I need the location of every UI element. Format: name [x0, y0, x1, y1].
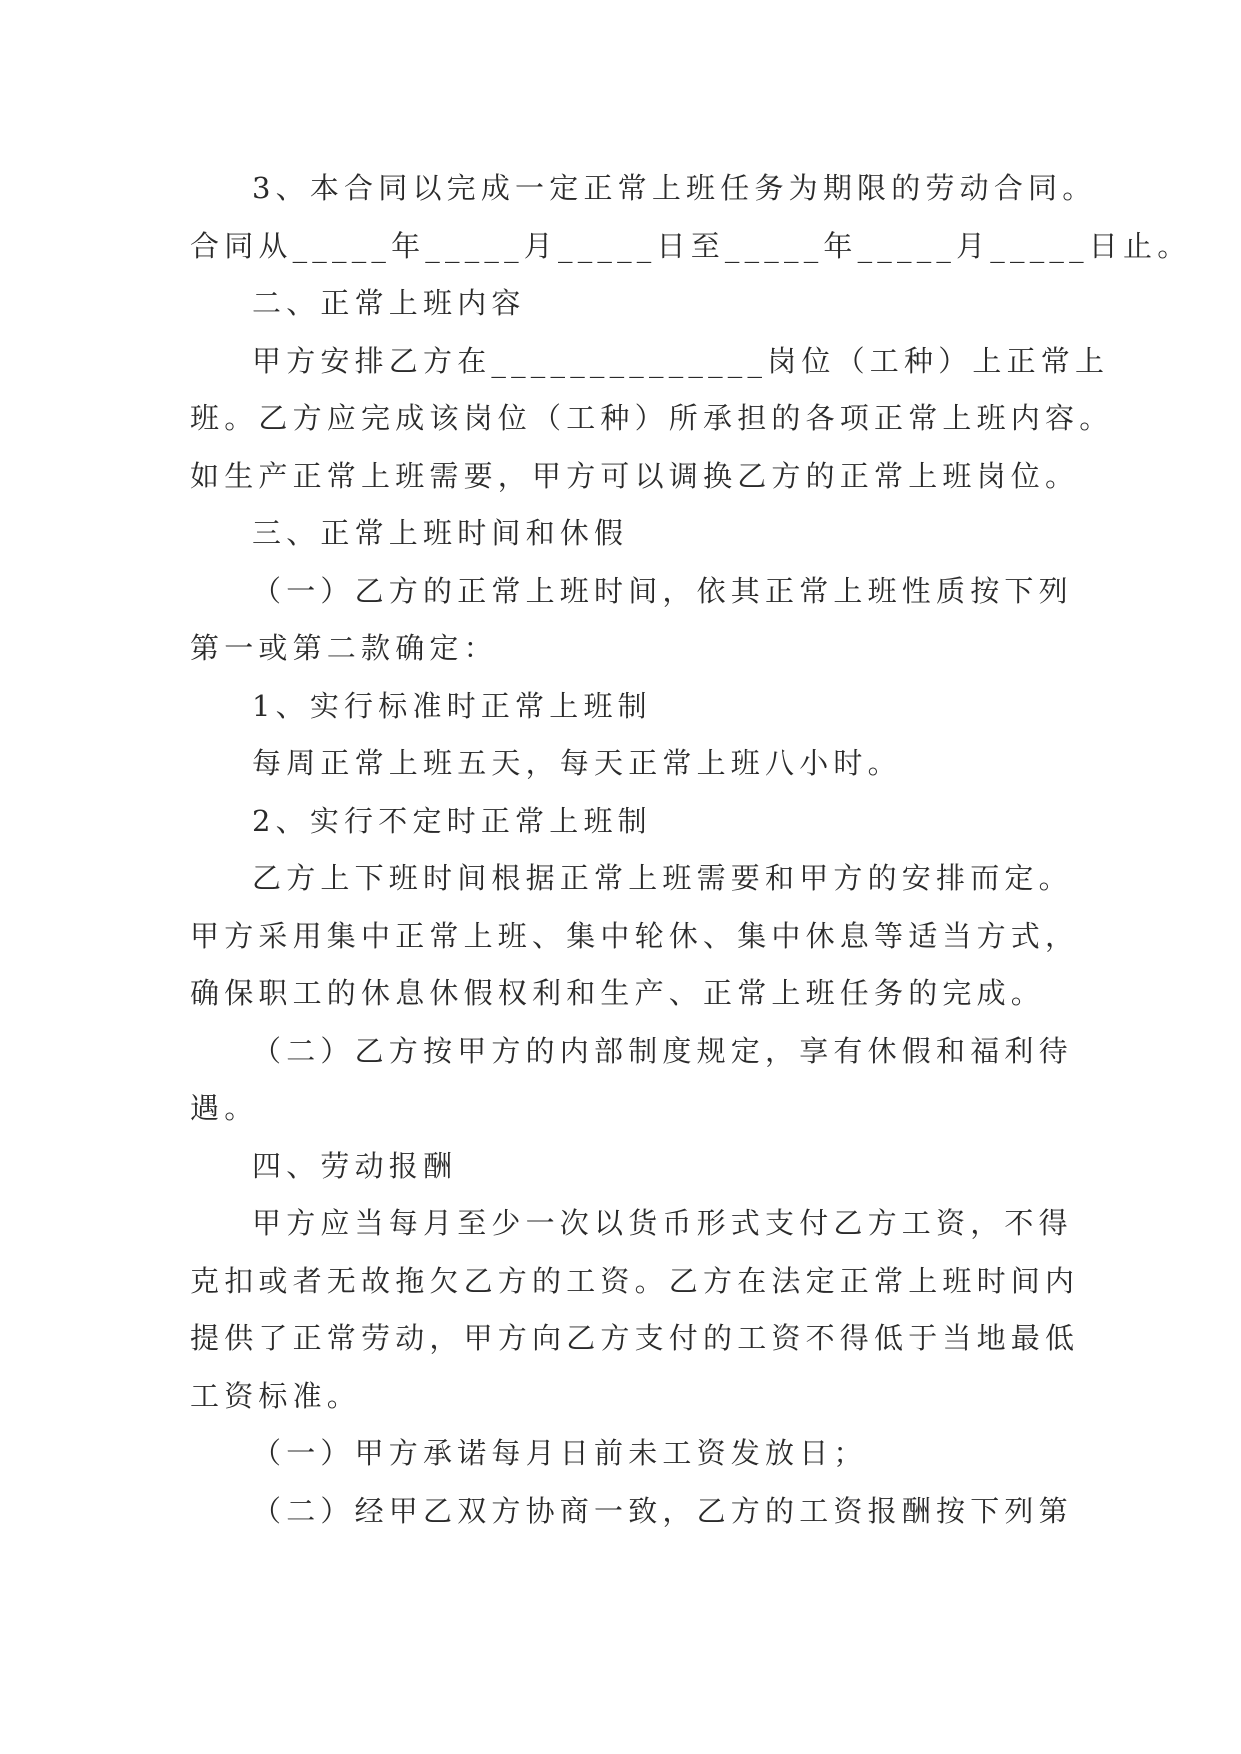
document-line: 乙方上下班时间根据正常上班需要和甲方的安排而定。: [252, 861, 1073, 895]
document-line: 合同从_____年_____月_____日至_____年_____月_____日止。: [190, 228, 1192, 263]
document-line: （二）乙方按甲方的内部制度规定，享有休假和福利待: [252, 1033, 1073, 1068]
document-line: （二）经甲乙双方协商一致，乙方的工资报酬按下列第: [252, 1493, 1073, 1528]
document-line: （一）乙方的正常上班时间，依其正常上班性质按下列: [252, 573, 1073, 608]
document-line: 班。乙方应完成该岗位（工种）所承担的各项正常上班内容。: [190, 401, 1114, 435]
document-line: 三、正常上班时间和休假: [252, 516, 629, 550]
document-line: 遇。: [190, 1091, 259, 1125]
document-line: 甲方采用集中正常上班、集中轮休、集中休息等适当方式，: [190, 918, 1080, 953]
document-line: 工资标准。: [190, 1378, 362, 1413]
document-line: （一）甲方承诺每月日前未工资发放日；: [252, 1436, 868, 1470]
document-line: 甲方安排乙方在______________岗位（工种）上正常上: [252, 343, 1110, 378]
document-line: 第一或第二款确定：: [190, 631, 498, 665]
document-line: 3、本合同以完成一定正常上班任务为期限的劳动合同。: [252, 171, 1097, 205]
document-line: 提供了正常劳动，甲方向乙方支付的工资不得低于当地最低: [190, 1321, 1080, 1355]
document-body: [190, 160, 1192, 1540]
document-line: 甲方应当每月至少一次以货币形式支付乙方工资，不得: [252, 1206, 1073, 1240]
document-line: 1、实行标准时正常上班制: [252, 688, 652, 723]
document-line: 确保职工的休息休假权利和生产、正常上班任务的完成。: [190, 976, 1046, 1010]
document-line: 克扣或者无故拖欠乙方的工资。乙方在法定正常上班时间内: [190, 1263, 1080, 1298]
document-line: 二、正常上班内容: [252, 286, 526, 320]
document-line: 2、实行不定时正常上班制: [252, 803, 652, 838]
document-line: 如生产正常上班需要，甲方可以调换乙方的正常上班岗位。: [190, 458, 1080, 493]
document-line: 四、劳动报酬: [252, 1148, 458, 1183]
document-line: 每周正常上班五天，每天正常上班八小时。: [252, 746, 902, 780]
